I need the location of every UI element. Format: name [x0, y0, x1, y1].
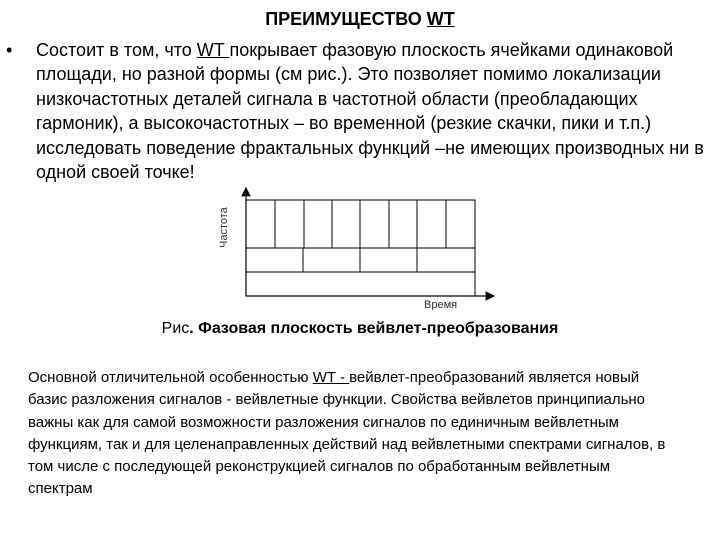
- figure-caption: [0, 319, 720, 339]
- bullet-text-post: покрывает фазовую плоскость ячейками одинаковой площади, но разной формы (см рис.). Это позволяет помимо локализации низкочастотных деталей сигнала в частотной области (преобладающих гармоник), а высокочастотных – во временной (резкие скачки, пики и т.п.) исследовать поведение фрактальных функций –не имеющих производных ни в одной своей точке!: [36, 40, 704, 183]
- body-paragraph: [28, 367, 678, 501]
- paragraph-emph: WT -: [312, 369, 350, 386]
- paragraph-text-pre: Основной отличительной особенностью: [28, 369, 313, 386]
- phase-plane-figure: [210, 180, 500, 310]
- caption-rest: . Фазовая плоскость вейвлет-преобразования: [189, 320, 559, 337]
- bullet-paragraph: [6, 38, 706, 184]
- bullet-marker: •: [6, 40, 13, 60]
- bullet-emph: WT: [196, 40, 230, 60]
- title-emph: WT: [426, 9, 455, 29]
- caption-lead: Рис: [161, 320, 190, 337]
- bullet-text-pre: Состоит в том, что: [36, 40, 197, 60]
- page-title: [0, 8, 720, 30]
- phase-plane-diagram: [210, 180, 500, 310]
- bullet-text: [36, 38, 706, 184]
- paragraph-text-post: вейвлет-преобразований является новый базис разложения сигналов - вейвлетные функции. Свойства вейвлетов принципиально важны как для самой возможности разложения сигналов по единичным вейвлетным функциям, так и для целенаправленных действий над вейвлетными спектрами сигналов, в том числе с последующей реконструкцией сигналов по обработанным вейвлетным спектрам: [28, 369, 666, 498]
- title-prefix: ПРЕИМУЩЕСТВО: [265, 9, 427, 29]
- y-axis-label: Частота: [218, 207, 230, 248]
- x-axis-label: Время: [424, 299, 458, 310]
